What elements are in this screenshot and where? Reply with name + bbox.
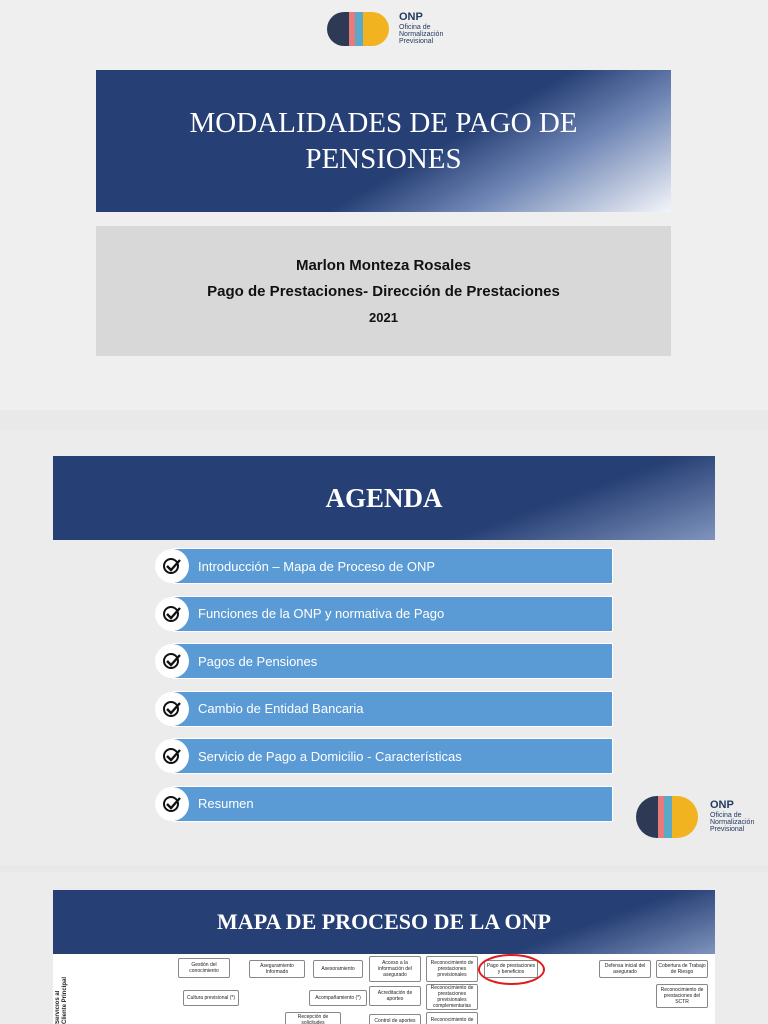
highlight-ring <box>478 954 545 985</box>
title-slide <box>0 0 768 410</box>
process-box: Asesoramiento <box>313 960 363 978</box>
agenda-item <box>155 786 615 822</box>
process-box: Recepción de solicitudes <box>285 1012 341 1024</box>
process-box: Reconocimiento de prestaciones del SCTR <box>656 984 708 1008</box>
agenda-item-label: Funciones de la ONP y normativa de Pago <box>198 606 445 621</box>
check-circle-icon <box>155 644 189 678</box>
logo-line-1: Oficina de <box>399 23 431 31</box>
author-year: 2021 <box>369 310 398 325</box>
process-box: Acceso a la información del asegurado <box>369 956 421 982</box>
agenda-item-label: Introducción – Mapa de Proceso de ONP <box>198 558 436 574</box>
logo-line-3: Previsional <box>710 826 745 834</box>
process-box: Cobertura de Trabajo de Riesgo <box>656 960 708 978</box>
slide-title: MODALIDADES DE PAGO DE PENSIONES <box>189 107 578 175</box>
check-circle-icon <box>155 787 189 821</box>
agenda-item <box>155 548 615 584</box>
agenda-item <box>155 643 615 679</box>
logo-line-2: Normalización <box>710 819 755 827</box>
agenda-list <box>155 548 615 833</box>
agenda-item <box>155 596 615 632</box>
process-box: Reconocimiento de <box>426 1012 478 1024</box>
agenda-item <box>155 738 615 774</box>
check-circle-icon <box>155 597 189 631</box>
title-banner <box>96 70 671 212</box>
logo-line-3: Previsional <box>399 38 434 46</box>
onp-logo-icon <box>327 12 391 46</box>
author-name: Marlon Monteza Rosales <box>295 257 472 274</box>
agenda-slide <box>0 430 768 865</box>
agenda-title: AGENDA <box>325 482 443 513</box>
check-circle-icon <box>155 739 189 773</box>
onp-logo-icon <box>636 796 702 838</box>
logo-line-1: Oficina de <box>710 811 742 819</box>
process-map <box>53 954 715 1024</box>
process-box: Acreditación de aportes <box>369 986 421 1006</box>
check-circle-icon <box>155 549 189 583</box>
process-box: Cultura previsional (*) <box>183 990 239 1006</box>
map-title: MAPA DE PROCESO DE LA ONP <box>217 909 551 934</box>
process-box: Acompañamiento (*) <box>309 990 367 1006</box>
author-department: Pago de Prestaciones- Dirección de Prestaciones <box>207 283 560 300</box>
process-box: Reconocimiento de prestaciones previsionales <box>426 956 478 982</box>
check-circle-icon <box>155 692 189 726</box>
onp-logo <box>327 12 443 46</box>
agenda-item-label: Cambio de Entidad Bancaria <box>198 701 364 716</box>
agenda-banner <box>53 456 715 540</box>
process-box: Defensa inicial del asegurado <box>599 960 651 978</box>
agenda-item-label: Pagos de Pensiones <box>198 653 318 669</box>
process-box: Aseguramiento Informado <box>249 960 305 978</box>
author-box <box>96 226 671 356</box>
process-map-slide <box>0 872 768 1024</box>
agenda-item-label: Servicio de Pago a Domicilio - Características <box>198 748 462 764</box>
logo-name: ONP <box>399 11 423 24</box>
process-box: Control de aportes <box>369 1014 421 1024</box>
logo-name: ONP <box>710 799 734 812</box>
process-box-highlighted: Pago de prestaciones y beneficios <box>484 960 538 978</box>
onp-logo-small <box>636 796 754 838</box>
agenda-item <box>155 691 615 727</box>
map-side-label: Servicios al Cliente Principal <box>55 976 68 1024</box>
process-box: Gestión del conocimiento <box>178 958 230 978</box>
agenda-item-label: Resumen <box>198 796 254 811</box>
process-box: Reconocimiento de prestaciones previsionales complementarias <box>426 984 478 1010</box>
map-banner <box>53 890 715 954</box>
logo-line-2: Normalización <box>399 31 444 39</box>
